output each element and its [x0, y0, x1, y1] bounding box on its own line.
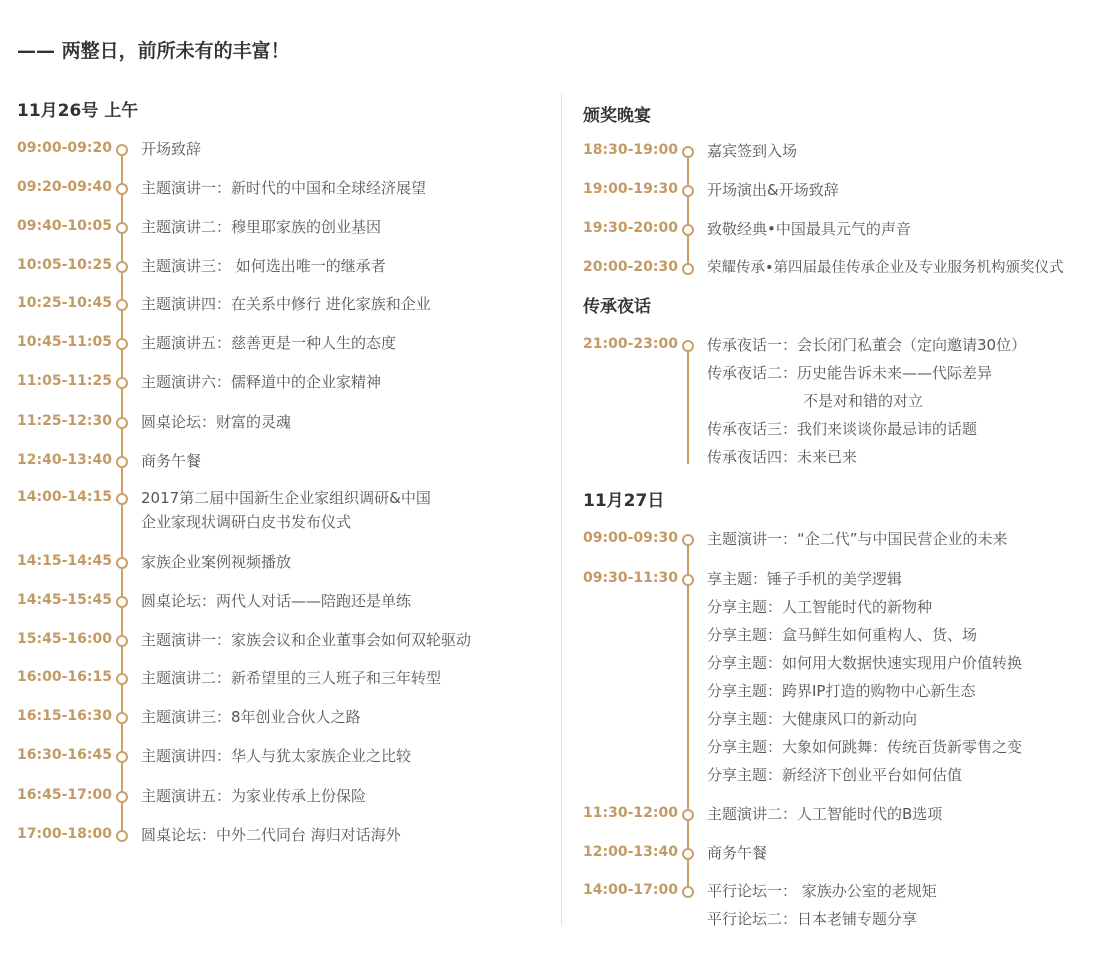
right-item-text: 分享主题：盒马鲜生如何重构人、货、场: [707, 626, 978, 644]
timeline-dot: [116, 673, 128, 685]
left-item-text: 圆桌论坛：两代人对话——陪跑还是单练: [141, 592, 412, 610]
timeline-dot: [682, 146, 694, 158]
right-timeline-line: [687, 345, 689, 464]
right-section-heading: 11月27日: [583, 491, 665, 511]
timeline-dot: [116, 222, 128, 234]
timeline-dot: [116, 596, 128, 608]
left-item-time: 11:05-11:25: [17, 373, 112, 389]
right-item-time: 11:30-12:00: [583, 805, 678, 821]
right-item-time: 14:00-17:00: [583, 882, 678, 898]
right-item-text: 传承夜话三：我们来谈谈你最忌讳的话题: [707, 420, 978, 438]
right-item-time: 21:00-23:00: [583, 336, 678, 352]
timeline-dot: [116, 299, 128, 311]
left-item-text: 主题演讲三：8年创业合伙人之路: [141, 708, 361, 726]
timeline-dot: [682, 809, 694, 821]
left-item-time: 15:45-16:00: [17, 631, 112, 647]
right-item-text: 传承夜话一：会长闭门私董会（定向邀请30位）: [707, 336, 1027, 354]
left-item-text: 主题演讲四：华人与犹太家族企业之比较: [141, 747, 412, 765]
timeline-dot: [116, 557, 128, 569]
left-item-time: 14:00-14:15: [17, 489, 112, 505]
left-item-time: 11:25-12:30: [17, 413, 112, 429]
right-item-text: 主题演讲二：人工智能时代的B选项: [707, 805, 943, 823]
right-item-text: 分享主题：大象如何跳舞：传统百货新零售之变: [707, 738, 1023, 756]
right-item-text: 荣耀传承•第四届最佳传承企业及专业服务机构颁奖仪式: [707, 260, 1064, 276]
left-item-text: 圆桌论坛：中外二代同台 海归对话海外: [141, 826, 401, 844]
timeline-dot: [116, 751, 128, 763]
right-item-text: 分享主题：人工智能时代的新物种: [707, 598, 933, 616]
timeline-dot: [116, 338, 128, 350]
left-item-time: 10:05-10:25: [17, 257, 112, 273]
right-section-heading: 传承夜话: [583, 297, 651, 317]
right-item-text: 不是对和错的对立: [803, 392, 924, 410]
timeline-dot: [116, 456, 128, 468]
timeline-dot: [682, 224, 694, 236]
right-item-text: 开场演出&开场致辞: [707, 181, 839, 199]
left-item-text: 主题演讲五：为家业传承上份保险: [141, 787, 367, 805]
left-item-time: 16:45-17:00: [17, 787, 112, 803]
timeline-dot: [116, 635, 128, 647]
left-item-text: 主题演讲一：新时代的中国和全球经济展望: [141, 179, 427, 197]
left-item-text: 主题演讲二：新希望里的三人班子和三年转型: [141, 669, 442, 687]
timeline-dot: [682, 263, 694, 275]
column-divider: [561, 94, 562, 926]
timeline-dot: [116, 712, 128, 724]
timeline-dot: [116, 377, 128, 389]
right-timeline-line: [687, 539, 689, 892]
timeline-dot: [116, 830, 128, 842]
left-item-time: 16:15-16:30: [17, 708, 112, 724]
right-item-text: 分享主题：新经济下创业平台如何估值: [707, 766, 963, 784]
timeline-dot: [116, 791, 128, 803]
right-item-text: 传承夜话二：历史能告诉未来——代际差异: [707, 364, 993, 382]
right-section-heading: 颁奖晚宴: [583, 106, 651, 126]
right-item-text: 主题演讲一：“企二代”与中国民营企业的未来: [707, 530, 1008, 548]
left-item-text: 主题演讲四：在关系中修行 进化家族和企业: [141, 295, 431, 313]
right-item-time: 12:00-13:40: [583, 844, 678, 860]
left-item-text: 家族企业案例视频播放: [141, 553, 292, 571]
left-item-time: 12:40-13:40: [17, 452, 112, 468]
left-item-time: 10:45-11:05: [17, 334, 112, 350]
timeline-dot: [682, 185, 694, 197]
right-item-text: 嘉宾签到入场: [707, 142, 798, 160]
right-item-text: 平行论坛一： 家族办公室的老规矩: [707, 882, 937, 900]
left-item-time: 14:15-14:45: [17, 553, 112, 569]
left-item-text: 2017第二届中国新生企业家组织调研&中国: [141, 489, 431, 507]
right-item-time: 18:30-19:00: [583, 142, 678, 158]
timeline-dot: [116, 417, 128, 429]
right-item-time: 19:30-20:00: [583, 220, 678, 236]
left-item-text: 主题演讲五：慈善更是一种人生的态度: [141, 334, 397, 352]
left-item-text: 开场致辞: [141, 140, 202, 158]
right-item-text: 分享主题：跨界IP打造的购物中心新生态: [707, 682, 976, 700]
left-item-time: 09:00-09:20: [17, 140, 112, 156]
left-item-text: 企业家现状调研白皮书发布仪式: [141, 513, 352, 531]
timeline-dot: [682, 886, 694, 898]
left-item-time: 16:00-16:15: [17, 669, 112, 685]
right-timeline-line: [687, 151, 689, 267]
timeline-dot: [116, 261, 128, 273]
left-item-time: 10:25-10:45: [17, 295, 112, 311]
left-item-text: 商务午餐: [141, 452, 202, 470]
right-item-time: 09:00-09:30: [583, 530, 678, 546]
left-item-time: 14:45-15:45: [17, 592, 112, 608]
right-item-text: 致敬经典•中国最具元气的声音: [707, 220, 911, 238]
right-item-text: 分享主题：如何用大数据快速实现用户价值转换: [707, 654, 1023, 672]
left-day-heading: 11月26号 上午: [17, 101, 139, 121]
timeline-dot: [682, 534, 694, 546]
left-item-text: 主题演讲六：儒释道中的企业家精神: [141, 373, 382, 391]
right-item-text: 商务午餐: [707, 844, 768, 862]
timeline-dot: [116, 183, 128, 195]
timeline-dot: [682, 574, 694, 586]
right-item-time: 09:30-11:30: [583, 570, 678, 586]
right-item-time: 19:00-19:30: [583, 181, 678, 197]
left-item-text: 主题演讲二：穆里耶家族的创业基因: [141, 218, 382, 236]
left-item-text: 主题演讲三： 如何选出唯一的继承者: [141, 257, 386, 275]
left-timeline-line: [121, 149, 123, 835]
timeline-dot: [682, 340, 694, 352]
right-item-text: 享主题：锤子手机的美学逻辑: [707, 570, 903, 588]
left-item-time: 09:40-10:05: [17, 218, 112, 234]
page-title: —— 两整日，前所未有的丰富！: [17, 40, 290, 62]
right-item-time: 20:00-20:30: [583, 259, 678, 275]
right-item-text: 传承夜话四：未来已来: [707, 448, 858, 466]
timeline-dot: [682, 848, 694, 860]
left-item-time: 17:00-18:00: [17, 826, 112, 842]
left-item-text: 主题演讲一：家族会议和企业董事会如何双轮驱动: [141, 631, 472, 649]
timeline-dot: [116, 144, 128, 156]
timeline-dot: [116, 493, 128, 505]
right-item-text: 平行论坛二：日本老铺专题分享: [707, 910, 918, 928]
left-item-text: 圆桌论坛：财富的灵魂: [141, 413, 292, 431]
right-item-text: 分享主题：大健康风口的新动向: [707, 710, 918, 728]
left-item-time: 09:20-09:40: [17, 179, 112, 195]
left-item-time: 16:30-16:45: [17, 747, 112, 763]
